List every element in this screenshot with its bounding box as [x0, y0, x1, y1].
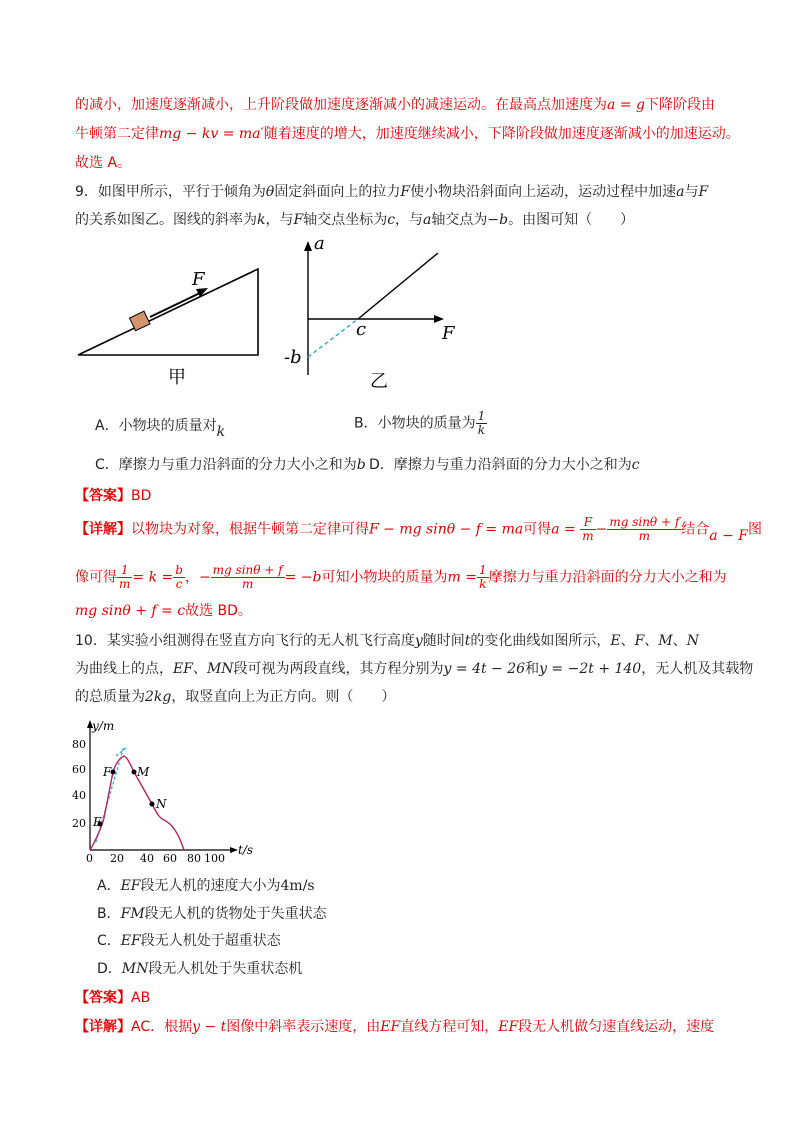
text: 段无人机处于失重状态机 — [148, 961, 303, 977]
math-expr: F — [698, 184, 709, 200]
graph-line — [358, 253, 438, 319]
fraction — [607, 516, 681, 543]
math-expr: mg − kv = ma′ — [159, 126, 264, 142]
force-label: F — [192, 269, 205, 290]
q9-detail-line-1 — [75, 516, 762, 543]
text: A． — [97, 878, 121, 894]
incline-triangle — [78, 269, 258, 355]
math-expr: c — [387, 212, 396, 228]
text: 像可得 — [75, 569, 117, 586]
math-expr: − — [198, 569, 211, 586]
answer-tag: 【答案】 — [75, 488, 131, 504]
y-tick: 80 — [72, 738, 86, 751]
text: 以物块为对象，根据牛顿第二定律可得 — [131, 521, 369, 538]
block-rect — [130, 311, 150, 331]
math-expr: 4m/s — [280, 878, 315, 894]
math-expr: 2kg — [145, 689, 172, 705]
q9-stem-line-2 — [75, 210, 634, 230]
f-axis-arrow — [434, 315, 444, 323]
text: 结合 — [681, 521, 710, 538]
text: 段可视为两段直线，其方程分别为 — [233, 661, 444, 677]
q10-stem-line-1 — [75, 631, 699, 651]
q9-option-c — [95, 455, 366, 475]
denominator: m — [241, 577, 254, 591]
math-expr: EF — [173, 661, 193, 677]
t-tick: 20 — [110, 852, 124, 864]
t-tick: 60 — [163, 852, 177, 864]
answer-tag: 【答案】 — [75, 990, 131, 1006]
t-axis-arrow — [230, 847, 238, 853]
fraction — [476, 410, 488, 437]
text: ，取竖直向上为正方向。则（ ） — [171, 689, 396, 705]
math-expr: c — [631, 457, 640, 473]
text: C． — [97, 933, 121, 949]
q10-answer — [75, 988, 150, 1008]
text: 图 — [747, 521, 762, 538]
text: A．小物块的质量对 — [95, 418, 217, 434]
fraction — [580, 516, 595, 543]
text: 的总质量为 — [75, 689, 145, 705]
point-f-label: F — [103, 765, 112, 779]
denominator: k — [479, 577, 487, 591]
text: 故选 A。 — [75, 155, 132, 171]
q9-stem-line-1 — [75, 182, 708, 202]
q9-option-b — [354, 410, 487, 437]
text: 的减小，加速度逐渐减小，上升阶段做加速度逐渐减小的减速运动。在最高点加速度为 — [75, 97, 607, 113]
text: 与 — [684, 184, 699, 200]
numerator: b — [175, 563, 183, 577]
math-expr: a — [423, 212, 432, 228]
f-axis-label: F — [442, 323, 455, 344]
y-axis-label: y/m — [92, 719, 115, 733]
detail-tag: 【详解】 — [75, 1019, 131, 1035]
t-tick: 40 — [140, 852, 154, 864]
denominator: m — [582, 529, 594, 543]
text: 段无人机做匀速直线运动，速度 — [518, 1019, 715, 1035]
q9-answer — [75, 486, 151, 506]
math-expr: F — [293, 212, 304, 228]
denominator: m — [638, 529, 650, 543]
q10-option-d — [97, 959, 302, 979]
point-e-label: E — [93, 815, 102, 829]
q10-detail-line-1 — [75, 1017, 714, 1037]
text: 、 — [192, 661, 207, 677]
detail-tag: 【详解】 — [75, 521, 131, 538]
text: 随时间 — [422, 633, 465, 649]
dashed-extension — [308, 319, 358, 357]
a-axis-arrow — [304, 241, 312, 251]
b-label: -b — [284, 347, 302, 368]
text: 随着速度的增大，加速度继续减小，下降阶段做加速度逐渐减小的加速运动。 — [263, 126, 740, 142]
math-expr: a = — [551, 521, 576, 538]
force-arrow-line — [150, 292, 202, 317]
math-expr: b — [356, 457, 366, 473]
fraction — [477, 564, 489, 591]
text: ，与 — [395, 212, 424, 228]
text: 10．某实验小组测得在竖直方向飞行的无人机飞行高度 — [75, 633, 415, 649]
q9-detail-line-2 — [75, 564, 727, 591]
t-axis-label: t/s — [238, 843, 254, 857]
text: D．摩擦力与重力沿斜面的分力大小之和为 — [369, 457, 632, 473]
math-expr: F — [400, 184, 411, 200]
math-expr: y = 4t − 26 — [443, 661, 526, 677]
text: C．摩擦力与重力沿斜面的分力大小之和为 — [95, 457, 357, 473]
q10-option-a — [97, 876, 315, 896]
numerator: mg sinθ + f — [212, 563, 283, 577]
text: 和 — [525, 661, 540, 677]
top-line-1 — [75, 95, 715, 115]
text: 可知小物块的质量为 — [321, 569, 448, 586]
text: 的变化曲线如图所示， — [470, 633, 611, 649]
text: 。由图可知（ ） — [508, 212, 635, 228]
math-expr: k — [216, 424, 226, 440]
math-expr: F — [634, 633, 645, 649]
point-n — [150, 802, 155, 807]
math-expr: m = — [447, 569, 477, 586]
denominator: m — [119, 577, 131, 591]
denominator: c — [175, 577, 183, 591]
q9-option-a — [95, 416, 226, 440]
text: 、 — [672, 633, 687, 649]
text: B． — [97, 906, 121, 922]
text: 为曲线上的点， — [75, 661, 173, 677]
math-expr: F − mg sinθ − f = ma — [369, 521, 524, 538]
math-expr: = −b — [284, 569, 322, 586]
text: AC．根据 — [131, 1019, 193, 1035]
q9-detail-line-3 — [75, 601, 252, 621]
math-expr: MN — [121, 961, 149, 977]
y-tick: 20 — [72, 817, 86, 830]
answer-value: AB — [131, 990, 151, 1006]
text: 可得 — [523, 521, 552, 538]
text: ，无人机及其载物 — [641, 661, 754, 677]
numerator: 1 — [477, 409, 486, 423]
text: B．小物块的质量为 — [354, 415, 476, 432]
math-expr: y = −2t + 140 — [539, 661, 642, 677]
math-expr: a = g — [607, 97, 645, 113]
text: 图像中斜率表示速度，由 — [226, 1019, 381, 1035]
text: 轴交点为 — [431, 212, 488, 228]
yt-graph — [68, 716, 268, 864]
text: 下降阶段由 — [644, 97, 715, 113]
math-expr: mg sinθ + f = c — [75, 603, 186, 619]
math-expr: EF — [120, 878, 141, 894]
math-expr: = k = — [132, 569, 174, 586]
math-expr: FM — [120, 906, 145, 922]
math-expr: − — [595, 521, 608, 538]
denominator: k — [477, 423, 486, 437]
math-expr: M — [658, 633, 673, 649]
block — [130, 311, 150, 331]
q10-option-c — [97, 931, 281, 951]
text: 段无人机的速度大小为 — [140, 878, 281, 894]
fraction — [173, 564, 185, 591]
text: 段无人机的货物处于失重状态 — [144, 906, 327, 922]
q10-stem-line-2 — [75, 659, 753, 679]
numerator: 1 — [117, 564, 132, 578]
math-expr: N — [686, 633, 699, 649]
numerator: F — [580, 516, 595, 530]
y-tick: 40 — [72, 789, 86, 802]
text: 故选 BD。 — [185, 603, 252, 619]
c-label: c — [356, 319, 367, 340]
math-expr: y − t — [192, 1019, 227, 1035]
figure-caption-jia: 甲 — [168, 367, 186, 388]
text: 轴交点坐标为 — [303, 212, 388, 228]
answer-value: BD — [131, 488, 152, 504]
text: 、 — [644, 633, 659, 649]
y-tick: 60 — [72, 763, 86, 776]
math-expr: t — [464, 633, 471, 649]
text: 、 — [620, 633, 635, 649]
math-expr: EF — [498, 1019, 519, 1035]
text: 牛顿第二定律 — [75, 126, 159, 142]
figure-jia — [70, 255, 270, 395]
numerator: mg sinθ + f — [609, 515, 680, 529]
math-expr: a — [676, 184, 685, 200]
q10-stem-line-3 — [75, 687, 395, 707]
math-expr: y — [414, 633, 423, 649]
t-tick: 0 — [86, 852, 93, 864]
top-line-3 — [75, 153, 131, 173]
point-n-label: N — [156, 797, 167, 811]
text: 使小物块沿斜面向上运动，运动过程中加速 — [410, 184, 677, 200]
text: ， — [184, 569, 199, 586]
top-line-2 — [75, 124, 740, 144]
point-m — [132, 770, 137, 775]
math-expr: θ — [265, 184, 275, 200]
figure-yi — [280, 235, 460, 395]
q9-option-d — [369, 455, 640, 475]
fraction — [117, 564, 132, 591]
q10-option-b — [97, 904, 327, 924]
math-expr: a − F — [709, 527, 748, 544]
text: 固定斜面向上的拉力 — [274, 184, 401, 200]
text: 9．如图甲所示，平行于倾角为 — [75, 184, 266, 200]
numerator: 1 — [478, 563, 487, 577]
math-expr: MN — [206, 661, 234, 677]
text: ，与 — [265, 212, 294, 228]
t-tick: 80 — [187, 852, 201, 864]
figure-caption-yi: 乙 — [370, 371, 388, 392]
math-expr: k — [257, 212, 266, 228]
text: 摩擦力与重力沿斜面的分力大小之和为 — [488, 569, 727, 586]
text: 直线方程可知， — [400, 1019, 499, 1035]
fraction — [211, 564, 285, 591]
text: 的关系如图乙。图线的斜率为 — [75, 212, 257, 228]
t-tick: 100 — [204, 852, 225, 864]
math-expr: EF — [120, 933, 141, 949]
point-m-label: M — [137, 765, 150, 779]
a-axis-label: a — [314, 235, 325, 254]
math-expr: −b — [487, 212, 509, 228]
text: D． — [97, 961, 122, 977]
text: 段无人机处于超重状态 — [140, 933, 281, 949]
math-expr: EF — [380, 1019, 401, 1035]
math-expr: E — [610, 633, 621, 649]
